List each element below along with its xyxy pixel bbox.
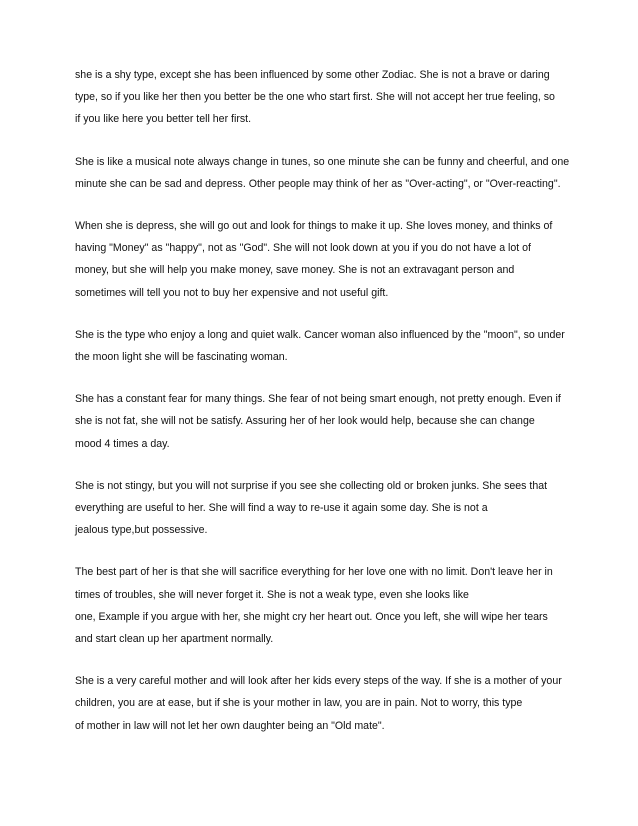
text-line: The best part of her is that she will sacrifice everything for her love one with no limit. Don't leave her in [75, 566, 553, 579]
text-line: times of troubles, she will never forget it. She is not a weak type, even she looks like [75, 588, 469, 601]
text-line: She is like a musical note always change in tunes, so one minute she can be funny and cheerful, and one [75, 155, 570, 168]
text-line: money, but she will help you make money, save money. She is not an extravagant person and [75, 264, 515, 277]
text-line: the moon light she will be fascinating woman. [75, 351, 288, 364]
text-line: She has a constant fear for many things. She fear of not being smart enough, not pretty enough. Even if [75, 393, 561, 406]
text-line: of mother in law will not let her own daughter being an "Old mate". [75, 719, 385, 732]
text-line: she is a shy type, except she has been influenced by some other Zodiac. She is not a brave or daring [75, 69, 550, 81]
text-line: jealous type,but possessive. [75, 524, 208, 537]
text-line: She is the type who enjoy a long and quiet walk. Cancer woman also influenced by the "moon", so under [75, 328, 565, 341]
text-line: She is a very careful mother and will look after her kids every steps of the way. If she is a mother of your [75, 675, 562, 688]
text-line: she is not fat, she will not be satisfy. Assuring her of her look would help, because she can change [75, 415, 535, 428]
text-line: everything are useful to her. She will find a way to re-use it again some day. She is not a [75, 502, 488, 515]
text-line: having "Money" as "happy", not as "God". She will not look down at you if you do not have a lot of [75, 242, 532, 255]
text-line: When she is depress, she will go out and look for things to make it up. She loves money, and thinks of [75, 220, 553, 233]
text-line: and start clean up her apartment normally. [75, 633, 274, 646]
paragraph-musical-note [75, 151, 575, 195]
document-body [75, 64, 575, 757]
text-line: She is not stingy, but you will not surprise if you see she collecting old or broken junks. She sees that [75, 479, 548, 492]
text-line: mood 4 times a day. [75, 437, 170, 450]
paragraph-best-part [75, 561, 575, 650]
text-line: children, you are at ease, but if she is your mother in law, you are in pain. Not to worry, this type [75, 697, 523, 710]
paragraph-careful-mother [75, 670, 575, 737]
text-line: minute she can be sad and depress. Other people may think of her as "Over-acting", or "Over-reacting". [75, 177, 561, 190]
text-line: if you like here you better tell her first. [75, 113, 252, 126]
text-line: one, Example if you argue with her, she might cry her heart out. Once you left, she will wipe her tears [75, 610, 548, 623]
paragraph-quiet-walk [75, 324, 575, 368]
paragraph-money [75, 215, 575, 304]
text-line: sometimes will tell you not to buy her expensive and not useful gift. [75, 286, 389, 299]
text-line: type, so if you like her then you better be the one who start first. She will not accept her true feeling, so [75, 91, 555, 104]
paragraph-constant-fear [75, 388, 575, 455]
paragraph-shy-type [75, 64, 575, 131]
paragraph-not-stingy [75, 475, 575, 542]
